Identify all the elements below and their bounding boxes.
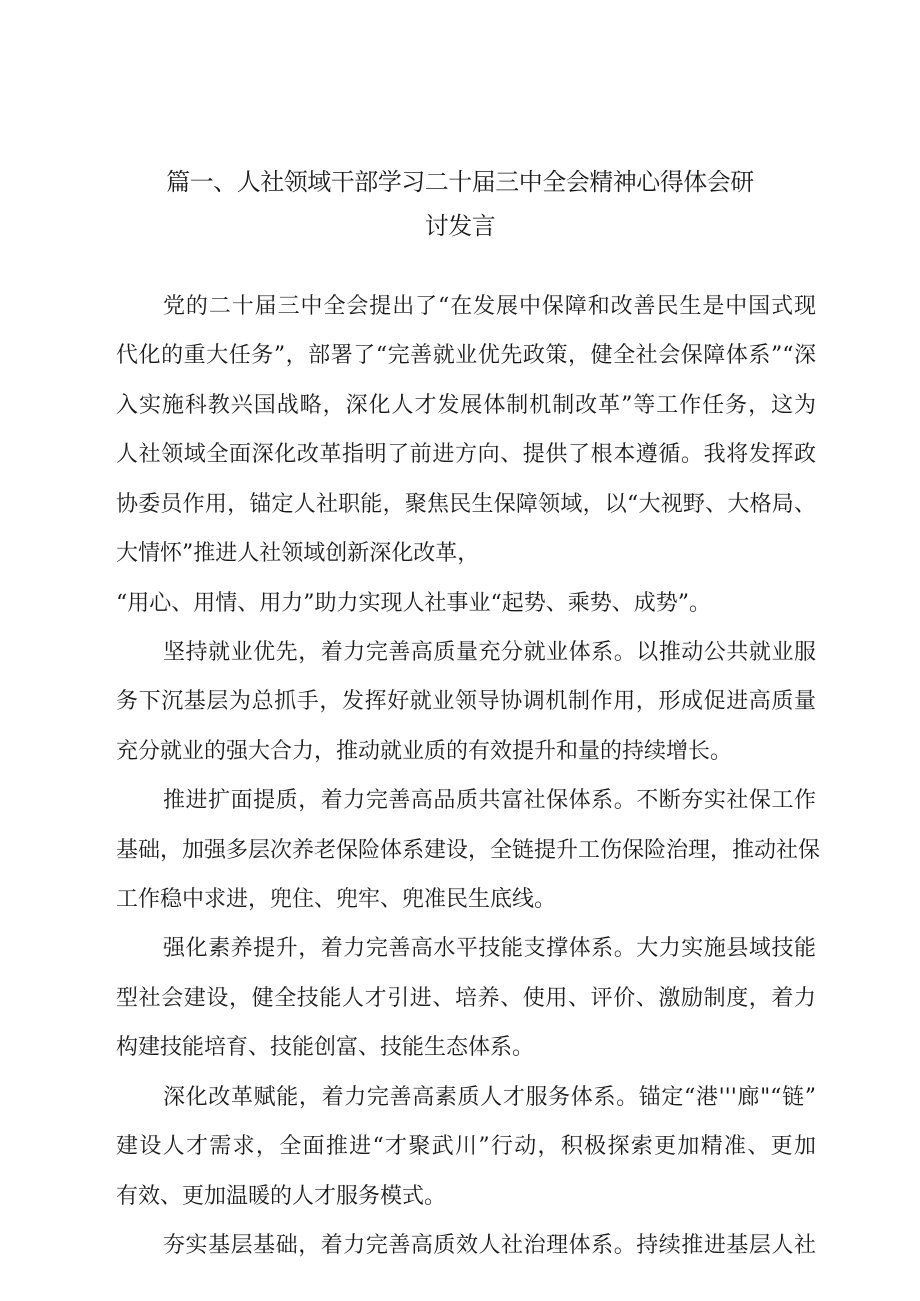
paragraph-3-line-1: 推进扩面提质，着力完善高品质共富社保体系。不断夯实社保工作 [163, 788, 816, 814]
paragraph-4-line-2: 型社会建设，健全技能人才引进、培养、使用、评价、激励制度，着力 [116, 985, 816, 1011]
paragraph-2-line-1: 坚持就业优先，着力完善高质量充分就业体系。以推动公共就业服 [163, 639, 816, 665]
paragraph-3-line-3: 工作稳中求进，兜住、兜牢、兜准民生底线。 [116, 887, 557, 913]
paragraph-1-line-6: 大情怀”推进人社领域创新深化改革， [116, 541, 480, 567]
paragraph-1-line-1: 党的二十届三中全会提出了“在发展中保障和改善民生是中国式现 [163, 294, 816, 319]
document-title-line-1: 篇一、人社领域干部学习二十届三中全会精神心得体会研 [166, 168, 754, 196]
paragraph-4-line-3: 构建技能培育、技能创富、技能生态体系。 [116, 1035, 535, 1061]
paragraph-5-line-2: 建设人才需求，全面推进“才聚武川”行动，积极探索更加精准、更加 [116, 1134, 816, 1160]
paragraph-4-line-1: 强化素养提升，着力完善高水平技能支撑体系。大力实施县域技能 [163, 936, 816, 962]
paragraph-6-line-1: 夯实基层基础，着力完善高质效人社治理体系。持续推进基层人社 [163, 1233, 816, 1258]
paragraph-2-line-3: 充分就业的强大合力，推动就业质的有效提升和量的持续增长。 [116, 738, 733, 764]
paragraph-1-line-3: 入实施科教兴国战略，深化人才发展体制机制改革”等工作任务，这为 [116, 392, 816, 418]
paragraph-3-line-2: 基础，加强多层次养老保险体系建设，全链提升工伤保险治理，推动社保 [116, 837, 821, 863]
paragraph-2-line-2: 务下沉基层为总抓手，发挥好就业领导协调机制作用，形成促进高质量 [116, 689, 816, 715]
paragraph-5-line-1: 深化改革赋能，着力完善高素质人才服务体系。锚定“港'''廊"“链” [163, 1084, 816, 1110]
paragraph-1-line-4: 人社领域全面深化改革指明了前进方向、提供了根本遵循。我将发挥政 [116, 442, 816, 468]
document-title-line-2: 讨发言 [424, 212, 496, 240]
paragraph-1-line-5: 协委员作用，锚定人社职能，聚焦民生保障领域，以“大视野、大格局、 [116, 491, 816, 517]
paragraph-1-line-7: “用心、用情、用力”助力实现人社事业“起势、乘势、成势”。 [116, 590, 711, 616]
paragraph-1-line-2: 代化的重大任务”，部署了“完善就业优先政策，健全社会保障体系”“深 [116, 343, 816, 369]
paragraph-5-line-3: 有效、更加温暖的人才服务模式。 [116, 1183, 447, 1209]
